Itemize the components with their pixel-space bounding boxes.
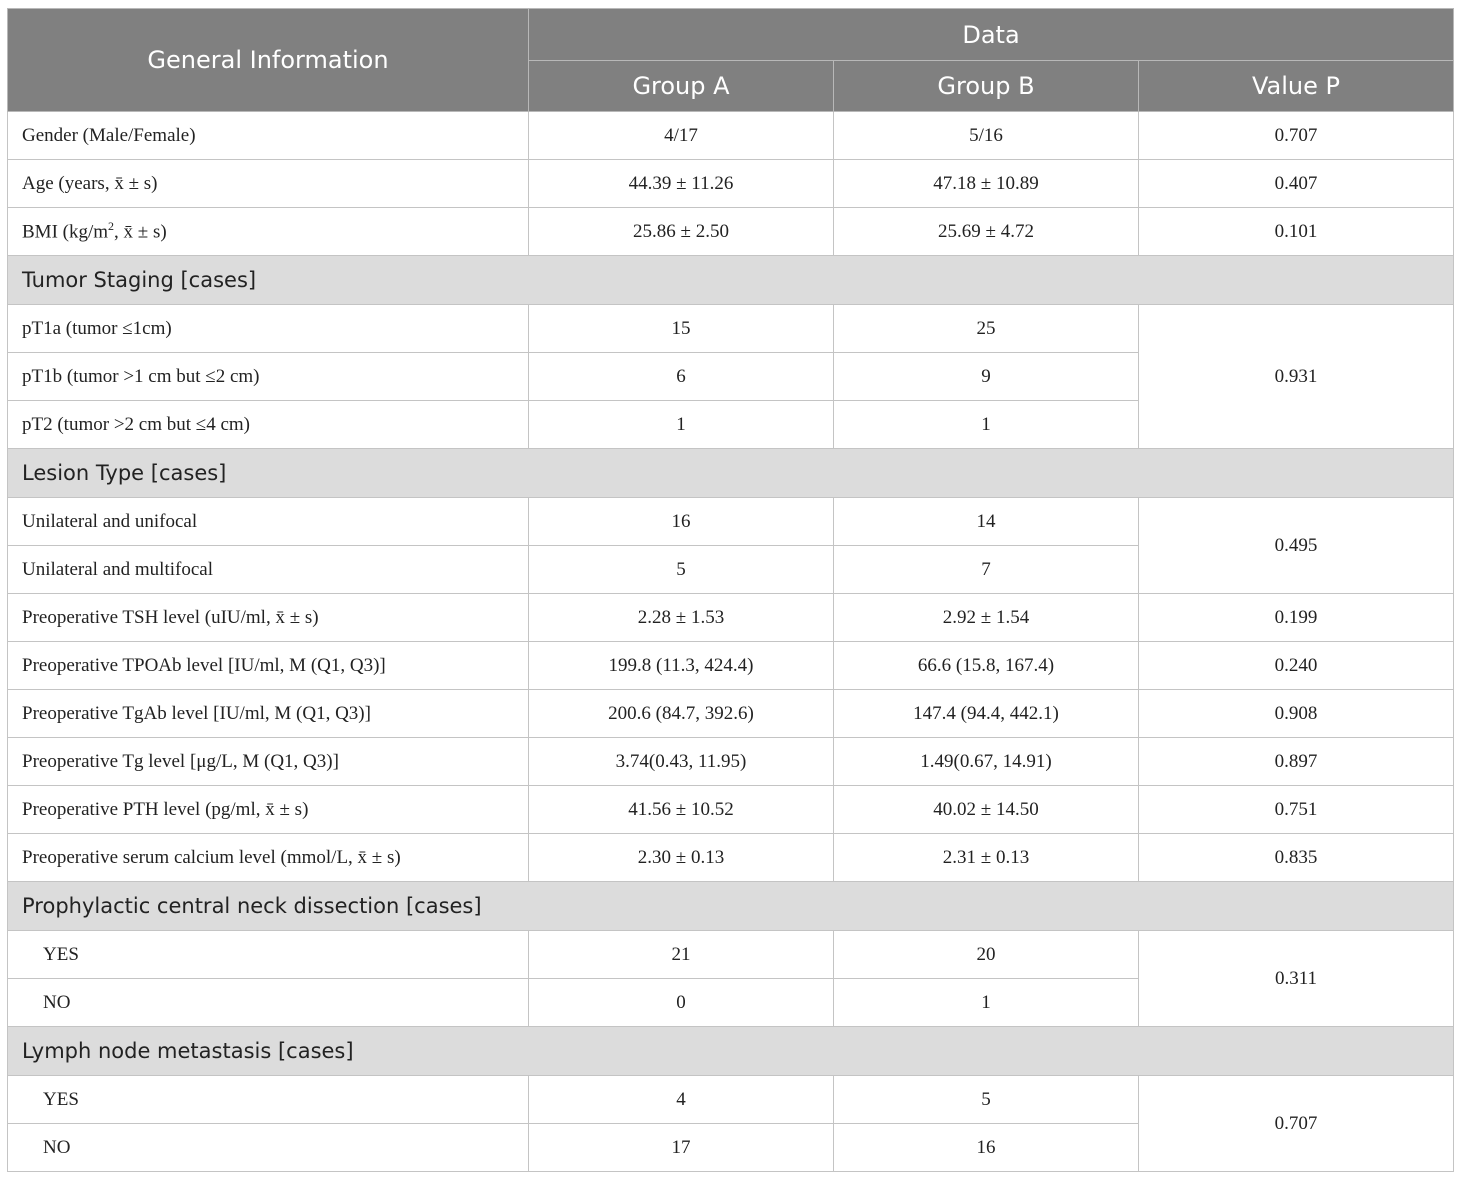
p-value: 0.240 [1139, 642, 1454, 690]
p-value: 0.908 [1139, 690, 1454, 738]
p-value: 0.101 [1139, 208, 1454, 256]
section-title: Lymph node metastasis [cases] [8, 1027, 1454, 1076]
group-b-value: 47.18 ± 10.89 [834, 160, 1139, 208]
table-row-tpoab [8, 642, 1454, 690]
table-row-tsh [8, 594, 1454, 642]
group-b-value: 25.69 ± 4.72 [834, 208, 1139, 256]
section-row-lymph-node [8, 1027, 1454, 1076]
group-b-value: 66.6 (15.8, 167.4) [834, 642, 1139, 690]
table-row-gender [8, 112, 1454, 160]
p-value: 0.751 [1139, 786, 1454, 834]
group-a-value: 199.8 (11.3, 424.4) [529, 642, 834, 690]
group-a-value: 2.30 ± 0.13 [529, 834, 834, 882]
row-label: pT1a (tumor ≤1cm) [8, 305, 529, 353]
group-b-value: 1 [834, 979, 1139, 1027]
group-a-value: 16 [529, 498, 834, 546]
table-row-bmi [8, 208, 1454, 256]
section-row-lesion-type [8, 449, 1454, 498]
row-label: Gender (Male/Female) [8, 112, 529, 160]
p-value: 0.835 [1139, 834, 1454, 882]
table-container [7, 8, 1453, 1172]
section-title: Tumor Staging [cases] [8, 256, 1454, 305]
p-value: 0.407 [1139, 160, 1454, 208]
row-label: Preoperative TSH level (uIU/ml, x̄ ± s) [8, 594, 529, 642]
row-label: Preoperative Tg level [μg/L, M (Q1, Q3)] [8, 738, 529, 786]
table-row [8, 305, 1454, 353]
bmi-label-superscript: 2 [108, 219, 115, 234]
header-general-information: General Information [8, 9, 529, 112]
row-label: Unilateral and multifocal [8, 546, 529, 594]
group-b-value: 9 [834, 353, 1139, 401]
table-row-calcium [8, 834, 1454, 882]
group-a-value: 44.39 ± 11.26 [529, 160, 834, 208]
p-value: 0.897 [1139, 738, 1454, 786]
table-row-pth [8, 786, 1454, 834]
group-a-value: 0 [529, 979, 834, 1027]
row-label: Unilateral and unifocal [8, 498, 529, 546]
group-b-value: 7 [834, 546, 1139, 594]
row-label: NO [8, 1124, 529, 1172]
group-a-value: 15 [529, 305, 834, 353]
row-label: pT1b (tumor >1 cm but ≤2 cm) [8, 353, 529, 401]
group-a-value: 1 [529, 401, 834, 449]
p-value: 0.707 [1139, 112, 1454, 160]
row-label: NO [8, 979, 529, 1027]
section-title: Prophylactic central neck dissection [cases] [8, 882, 1454, 931]
group-b-value: 1.49(0.67, 14.91) [834, 738, 1139, 786]
group-a-value: 2.28 ± 1.53 [529, 594, 834, 642]
row-label: Preoperative TgAb level [IU/ml, M (Q1, Q3)] [8, 690, 529, 738]
p-value: 0.199 [1139, 594, 1454, 642]
group-b-value: 5 [834, 1076, 1139, 1124]
group-a-value: 3.74(0.43, 11.95) [529, 738, 834, 786]
bmi-label-prefix: BMI (kg/m [22, 221, 109, 243]
p-value: 0.931 [1139, 305, 1454, 449]
header-group-a: Group A [529, 61, 834, 112]
group-a-value: 25.86 ± 2.50 [529, 208, 834, 256]
table-row-tgab [8, 690, 1454, 738]
group-b-value: 2.92 ± 1.54 [834, 594, 1139, 642]
table-row [8, 498, 1454, 546]
table-row [8, 931, 1454, 979]
group-a-value: 17 [529, 1124, 834, 1172]
group-a-value: 41.56 ± 10.52 [529, 786, 834, 834]
header-data: Data [529, 9, 1454, 61]
header-group-b: Group B [834, 61, 1139, 112]
group-b-value: 40.02 ± 14.50 [834, 786, 1139, 834]
header-row-top [8, 9, 1454, 61]
group-a-value: 4 [529, 1076, 834, 1124]
group-b-value: 14 [834, 498, 1139, 546]
row-label: YES [8, 1076, 529, 1124]
row-label: Preoperative TPOAb level [IU/ml, M (Q1, Q3)] [8, 642, 529, 690]
group-b-value: 1 [834, 401, 1139, 449]
row-label: Age (years, x̄ ± s) [8, 160, 529, 208]
p-value: 0.707 [1139, 1076, 1454, 1172]
row-label [8, 208, 529, 256]
bmi-label-suffix: , x̄ ± s) [114, 221, 167, 243]
section-row-tumor-staging [8, 256, 1454, 305]
row-label: YES [8, 931, 529, 979]
p-value: 0.311 [1139, 931, 1454, 1027]
section-row-central-neck [8, 882, 1454, 931]
group-a-value: 5 [529, 546, 834, 594]
group-b-value: 5/16 [834, 112, 1139, 160]
group-a-value: 6 [529, 353, 834, 401]
table-row-tg [8, 738, 1454, 786]
general-information-table [7, 8, 1454, 1172]
row-label: pT2 (tumor >2 cm but ≤4 cm) [8, 401, 529, 449]
row-label: Preoperative serum calcium level (mmol/L, x̄ ± s) [8, 834, 529, 882]
group-b-value: 20 [834, 931, 1139, 979]
group-b-value: 147.4 (94.4, 442.1) [834, 690, 1139, 738]
group-a-value: 200.6 (84.7, 392.6) [529, 690, 834, 738]
p-value: 0.495 [1139, 498, 1454, 594]
group-a-value: 21 [529, 931, 834, 979]
group-b-value: 16 [834, 1124, 1139, 1172]
group-b-value: 2.31 ± 0.13 [834, 834, 1139, 882]
group-b-value: 25 [834, 305, 1139, 353]
table-row-age [8, 160, 1454, 208]
section-title: Lesion Type [cases] [8, 449, 1454, 498]
header-value-p: Value P [1139, 61, 1454, 112]
group-a-value: 4/17 [529, 112, 834, 160]
table-row [8, 1076, 1454, 1124]
row-label: Preoperative PTH level (pg/ml, x̄ ± s) [8, 786, 529, 834]
